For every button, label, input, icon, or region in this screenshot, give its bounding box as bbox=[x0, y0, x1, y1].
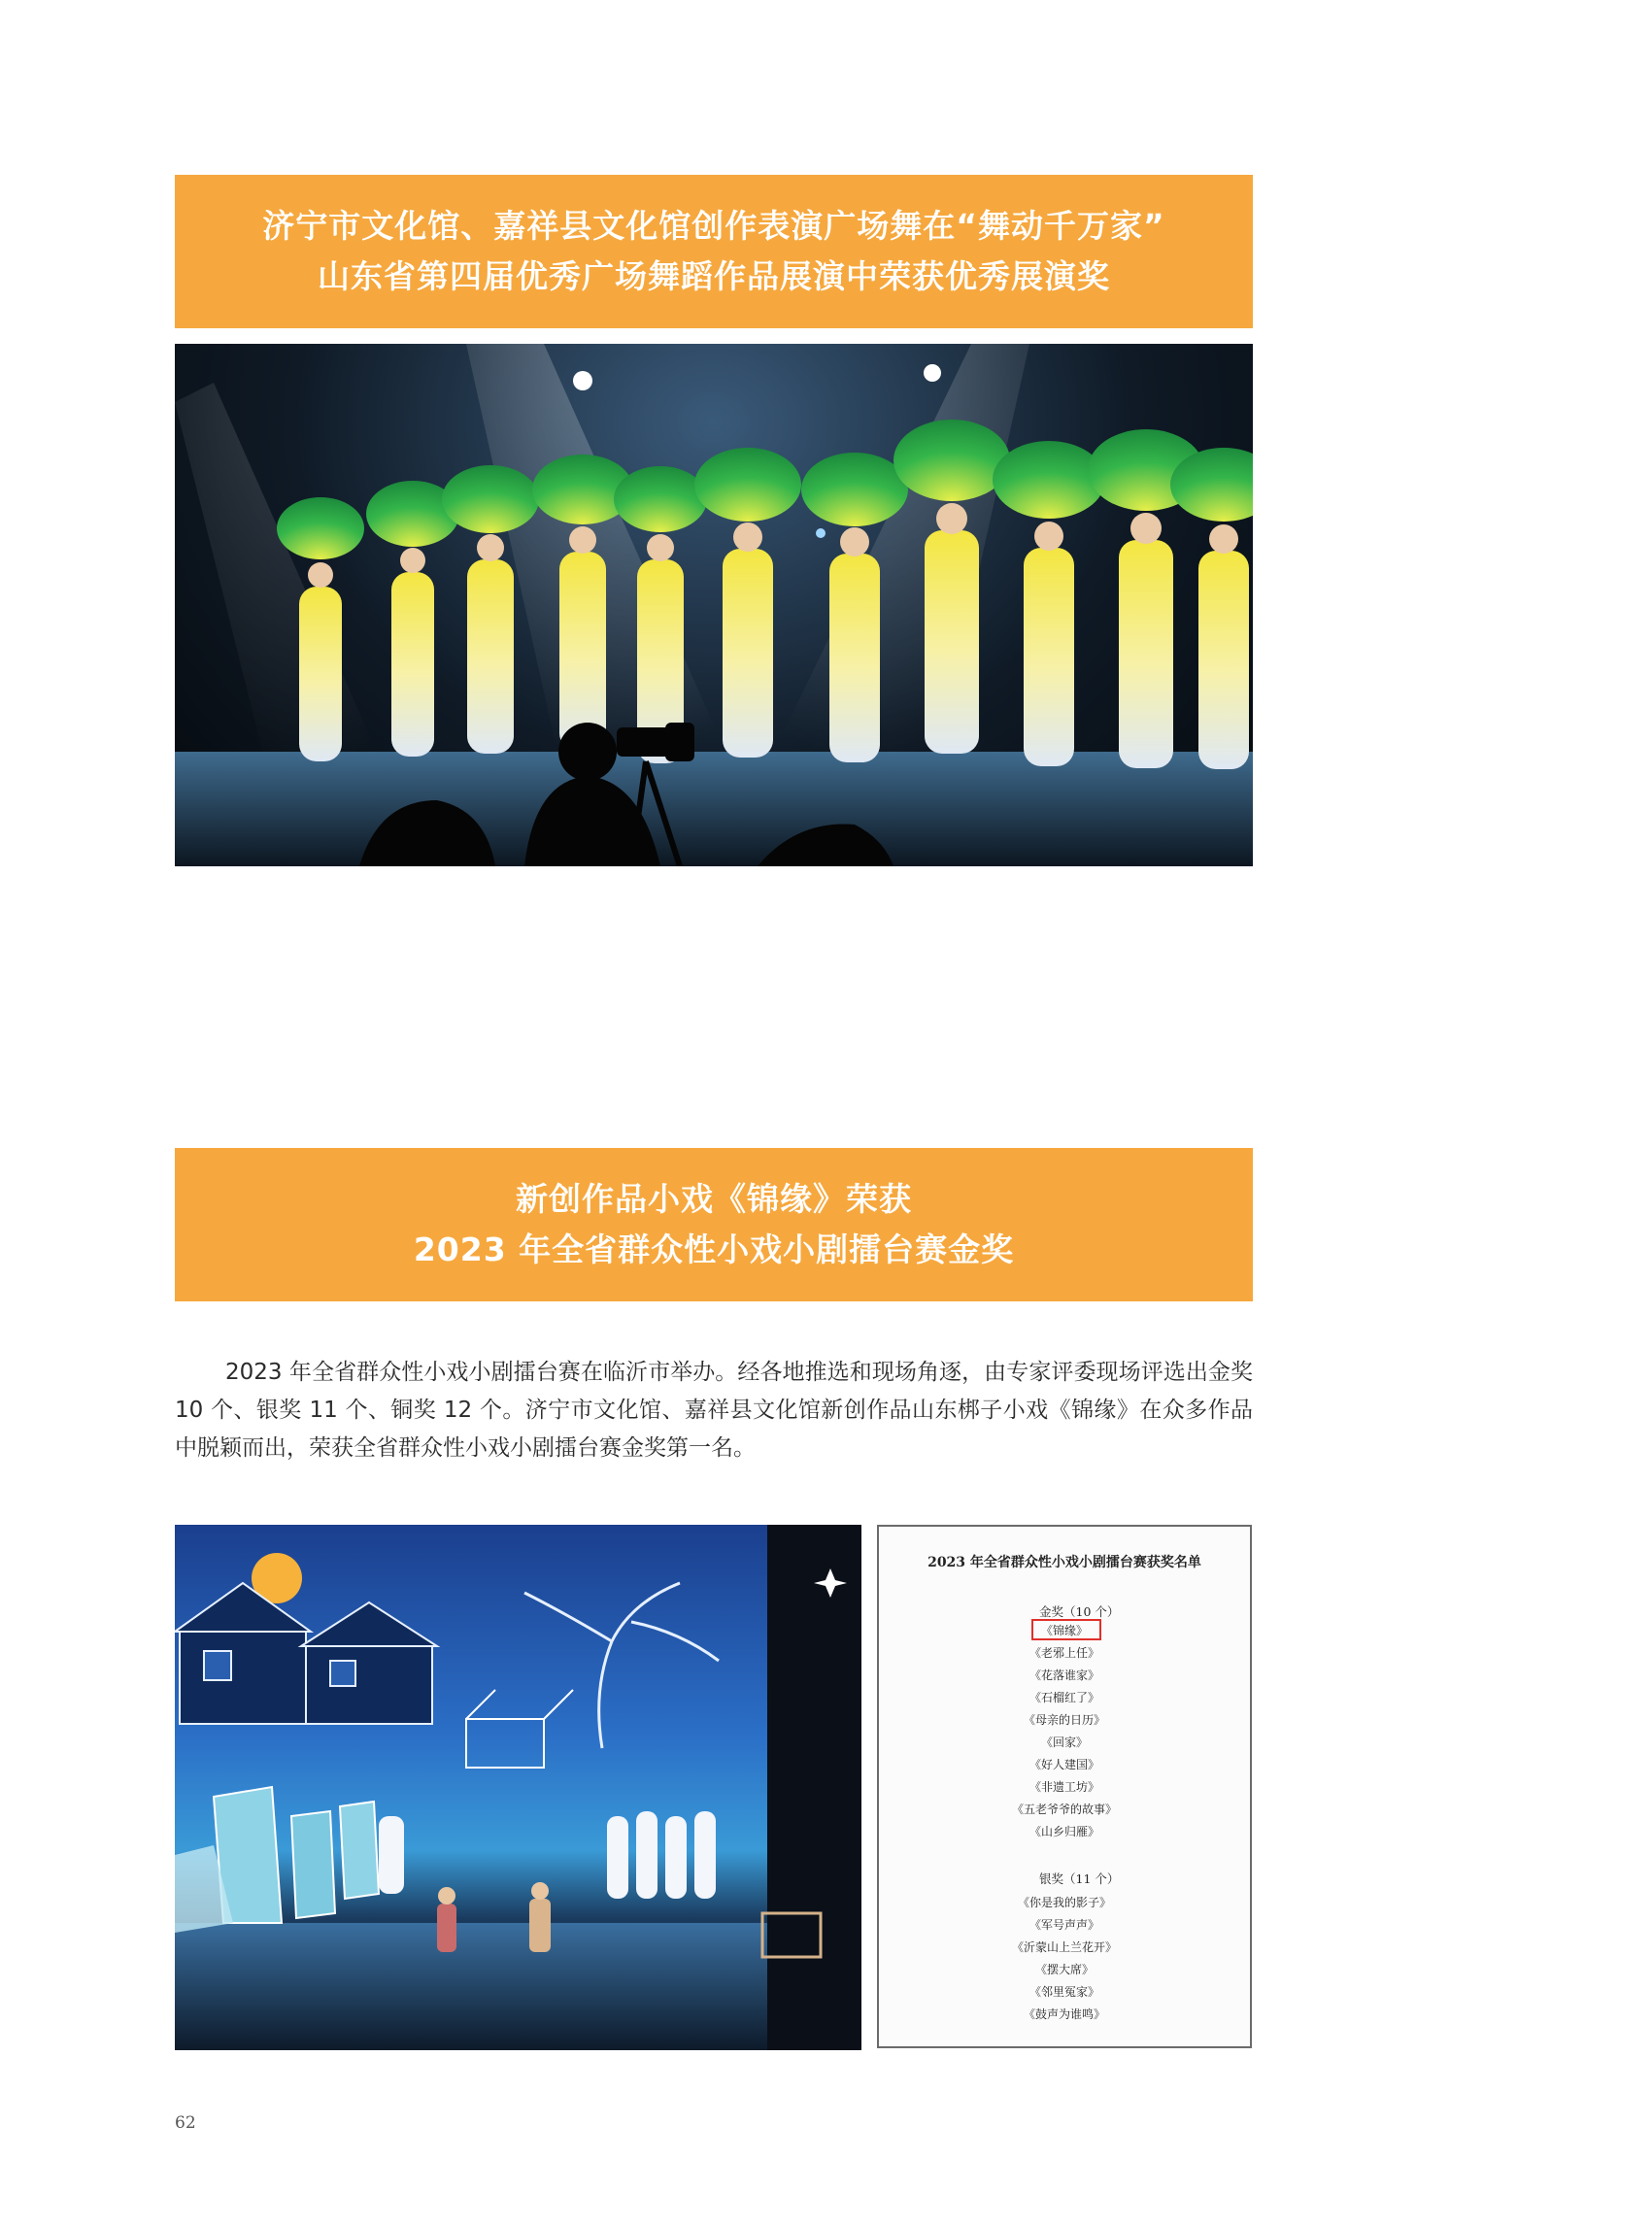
dance-performance-photo bbox=[175, 344, 1253, 866]
gold-award-heading: 金奖（10 个） bbox=[1039, 1604, 1120, 1619]
section-banner-drama-award bbox=[175, 1148, 1253, 1301]
silver-award-item: 《邻里冤家》 bbox=[1028, 1985, 1099, 1999]
gold-award-item: 《回家》 bbox=[1040, 1736, 1088, 1749]
banner-line: 济宁市文化馆、嘉祥县文化馆创作表演广场舞在“舞动千万家” bbox=[262, 207, 1165, 245]
gold-award-item: 《好人建国》 bbox=[1028, 1758, 1099, 1771]
silver-award-item: 《沂蒙山上兰花开》 bbox=[1011, 1940, 1117, 1954]
dance-stage-illustration bbox=[175, 344, 1253, 866]
page-number: 62 bbox=[175, 2113, 196, 2133]
silver-award-item: 《鼓声为谁鸣》 bbox=[1023, 2007, 1105, 2021]
gold-award-item: 《石榴红了》 bbox=[1028, 1691, 1099, 1704]
gold-award-item: 《非遗工坊》 bbox=[1028, 1780, 1099, 1794]
gold-award-item: 《锦缘》 bbox=[1040, 1624, 1088, 1637]
gold-award-item: 《花落谁家》 bbox=[1028, 1669, 1099, 1682]
drama-stage-illustration bbox=[175, 1525, 861, 2050]
award-list-title: 2023 年全省群众性小戏小剧擂台赛获奖名单 bbox=[927, 1555, 1201, 1570]
banner-line: 山东省第四届优秀广场舞蹈作品展演中荣获优秀展演奖 bbox=[318, 257, 1110, 295]
silver-award-item: 《军号声声》 bbox=[1028, 1918, 1099, 1932]
gold-award-item: 《山乡归雁》 bbox=[1028, 1825, 1099, 1838]
banner-line: 2023 年全省群众性小戏小剧擂台赛金奖 bbox=[413, 1230, 1015, 1268]
article-body bbox=[175, 1354, 1253, 1467]
gold-award-item: 《五老爷爷的故事》 bbox=[1011, 1803, 1117, 1816]
silver-award-heading: 银奖（11 个） bbox=[1039, 1871, 1120, 1886]
silver-award-item: 《你是我的影子》 bbox=[1017, 1896, 1111, 1909]
article-paragraph: 2023 年全省群众性小戏小剧擂台赛在临沂市举办。经各地推选和现场角逐，由专家评委现场评选出金奖 10 个、银奖 11 个、铜奖 12 个。济宁市文化馆、嘉祥县文化馆新创作品山东梆子小戏《锦缘》在众多作品中脱颖而出，荣获全省群众性小戏小剧擂台赛金奖第一名。 bbox=[175, 1360, 1253, 1461]
award-list-scan bbox=[877, 1525, 1252, 2048]
silver-award-item: 《摆大席》 bbox=[1034, 1963, 1094, 1976]
gold-award-item: 《老邪上任》 bbox=[1028, 1646, 1099, 1660]
section-banner-square-dance bbox=[175, 175, 1253, 328]
gold-award-item: 《母亲的日历》 bbox=[1023, 1713, 1105, 1727]
banner-line: 新创作品小戏《锦缘》荣获 bbox=[516, 1180, 912, 1218]
drama-performance-photo bbox=[175, 1525, 861, 2050]
